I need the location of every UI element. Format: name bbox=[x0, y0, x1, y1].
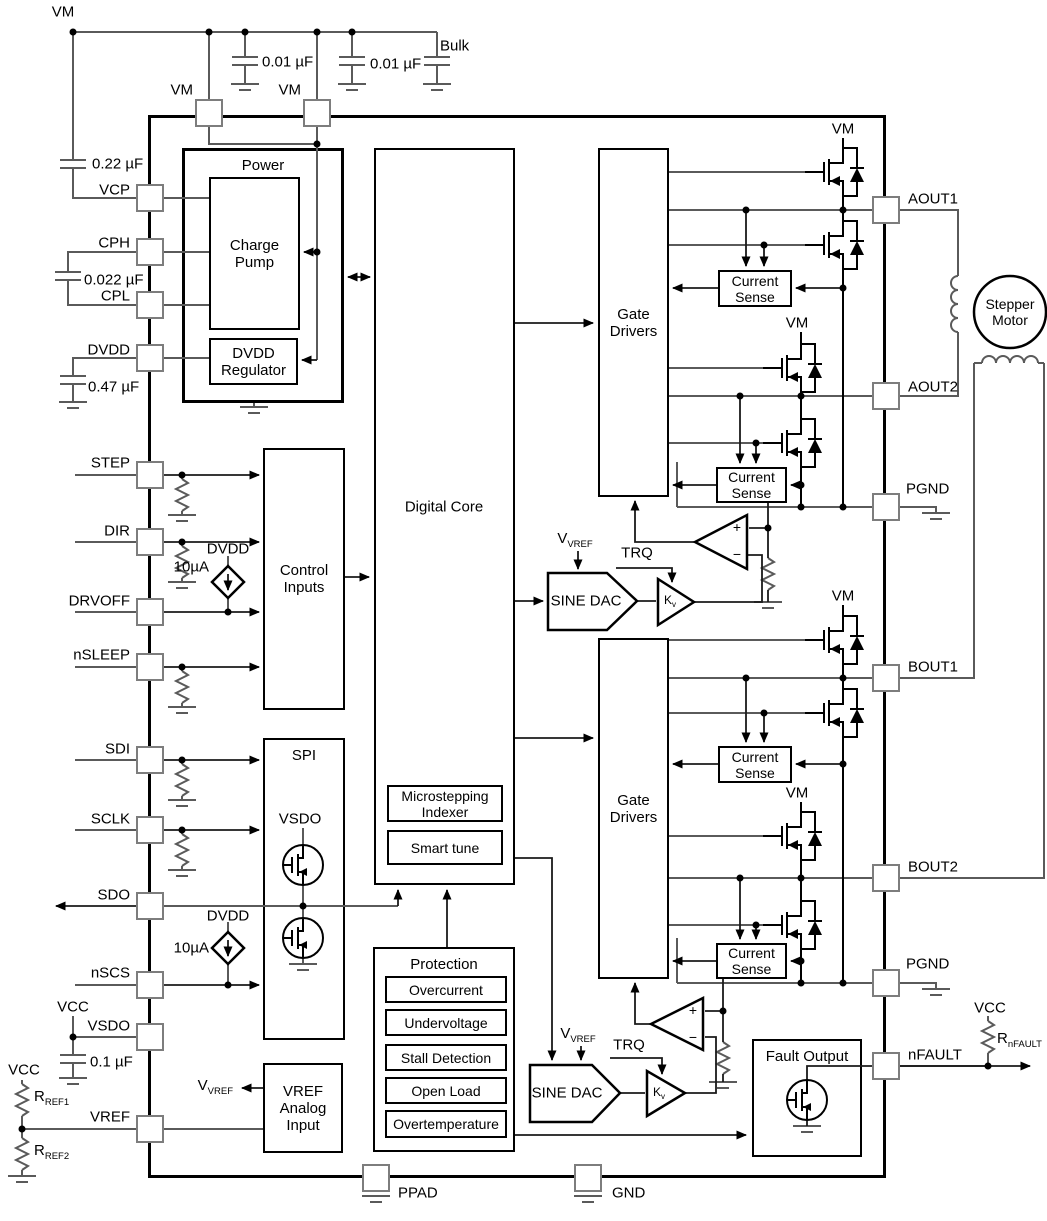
dvdd-source-b-label: DVDD bbox=[206, 907, 250, 925]
digital-core-label: Digital Core bbox=[404, 498, 484, 516]
pin-pgnd-b bbox=[872, 969, 900, 997]
pin-bout2-label: BOUT2 bbox=[908, 858, 959, 876]
pin-nscs bbox=[136, 971, 164, 999]
open-load-label: Open Load bbox=[411, 1082, 481, 1099]
vm-hs-b1-label: VM bbox=[831, 587, 855, 605]
vref-analog-input-label: VREF Analog Input bbox=[279, 1082, 327, 1134]
current-sense-b1-label: Current Sense bbox=[731, 748, 779, 781]
pin-vsdo bbox=[136, 1023, 164, 1051]
vm-hs-a1-label: VM bbox=[831, 120, 855, 138]
comparator-b-minus: − bbox=[688, 1029, 698, 1045]
pin-gnd bbox=[574, 1164, 602, 1192]
control-inputs-label: Control Inputs bbox=[279, 562, 329, 596]
pin-bout2 bbox=[872, 864, 900, 892]
sine-dac-b-label: SINE DAC bbox=[531, 1084, 603, 1102]
protection-label: Protection bbox=[410, 956, 478, 973]
cap-001-a-label: 0.01 µF bbox=[262, 53, 314, 71]
pin-dir-label: DIR bbox=[104, 522, 130, 540]
current-10ua-b-label: 10µA bbox=[173, 939, 209, 957]
pin-step bbox=[136, 461, 164, 489]
pin-vm2 bbox=[303, 99, 331, 127]
kv-a-label: $K_v$ bbox=[663, 592, 677, 610]
fault-output-label: Fault Output bbox=[765, 1048, 849, 1065]
pin-drvoff bbox=[136, 598, 164, 626]
pin-sclk-label: SCLK bbox=[90, 810, 130, 828]
current-sense-a2-label: Current Sense bbox=[728, 469, 775, 501]
trq-a-label: TRQ bbox=[621, 544, 653, 562]
pin-cph-label: CPH bbox=[98, 234, 130, 252]
vm-hs-b2-label: VM bbox=[785, 784, 809, 802]
comparator-a-plus: + bbox=[732, 519, 742, 535]
pin-aout1 bbox=[872, 196, 900, 224]
dvdd-source-a-label: DVDD bbox=[206, 540, 250, 558]
gate-drivers-a-label: Gate Drivers bbox=[609, 305, 658, 340]
current-sense-a1-label: Current Sense bbox=[731, 272, 779, 305]
charge-pump-label: Charge Pump bbox=[229, 236, 280, 271]
pin-sdo-label: SDO bbox=[97, 886, 130, 904]
pin-ppad-label: PPAD bbox=[398, 1184, 438, 1202]
vm-hs-a2-label: VM bbox=[785, 314, 809, 332]
spi-vsdo-label: VSDO bbox=[278, 810, 322, 828]
pin-vref-label: VREF bbox=[89, 1108, 130, 1126]
kv-b-label: $K_v$ bbox=[652, 1084, 666, 1102]
pin-dvdd-label: DVDD bbox=[87, 341, 130, 359]
gate-drivers-b-label: Gate Drivers bbox=[609, 791, 658, 826]
pin-vm1-label: VM bbox=[170, 81, 193, 99]
rref1-label: $R_{REF1}$ bbox=[34, 1088, 70, 1108]
cap-01-label: 0.1 µF bbox=[90, 1053, 133, 1071]
pin-cpl-label: CPL bbox=[100, 287, 130, 305]
cap-0022-label: 0.022 µF bbox=[84, 271, 144, 289]
current-10ua-a-label: 10µA bbox=[173, 558, 209, 576]
rnfault-label: $R_{nFAULT}$ bbox=[997, 1030, 1042, 1050]
cap-022-label: 0.22 µF bbox=[92, 155, 144, 173]
pin-nscs-label: nSCS bbox=[90, 964, 130, 982]
pin-cpl bbox=[136, 291, 164, 319]
vcc-ref-label: VCC bbox=[8, 1061, 40, 1079]
vcc-nfault-label: VCC bbox=[974, 999, 1006, 1017]
pin-pgnd-b-label: PGND bbox=[906, 955, 950, 973]
smart-tune-label: Smart tune bbox=[410, 839, 480, 856]
sine-dac-a-label: SINE DAC bbox=[550, 592, 622, 610]
microstepping-indexer-label: Microstepping Indexer bbox=[401, 787, 489, 820]
current-sense-b2-label: Current Sense bbox=[728, 945, 775, 977]
pin-vcp bbox=[136, 184, 164, 212]
pin-sclk bbox=[136, 816, 164, 844]
stall-detection-label: Stall Detection bbox=[400, 1049, 492, 1066]
cap-047-label: 0.47 µF bbox=[88, 378, 140, 396]
pin-vm1 bbox=[195, 99, 223, 127]
comparator-a-minus: − bbox=[732, 546, 742, 562]
pin-aout1-label: AOUT1 bbox=[908, 190, 959, 208]
pin-sdo bbox=[136, 892, 164, 920]
rref2-label: $R_{REF2}$ bbox=[34, 1142, 70, 1162]
bulk-label: Bulk bbox=[440, 37, 470, 55]
spi-label: SPI bbox=[291, 747, 317, 764]
pin-cph bbox=[136, 238, 164, 266]
pin-ppad bbox=[362, 1164, 390, 1192]
comparator-b-plus: + bbox=[688, 1002, 698, 1018]
power-label: Power bbox=[241, 157, 285, 174]
pin-nfault-label: nFAULT bbox=[908, 1046, 962, 1064]
pin-gnd-label: GND bbox=[612, 1184, 646, 1202]
vm-top-label: VM bbox=[51, 3, 75, 21]
pin-vref bbox=[136, 1115, 164, 1143]
pin-nfault bbox=[872, 1052, 900, 1080]
pin-dvdd bbox=[136, 344, 164, 372]
pin-aout2-label: AOUT2 bbox=[908, 378, 959, 396]
dvdd-regulator-label: DVDD Regulator bbox=[220, 344, 287, 379]
pin-bout1-label: BOUT1 bbox=[908, 658, 959, 676]
pin-nsleep bbox=[136, 653, 164, 681]
pin-nsleep-label: nSLEEP bbox=[73, 646, 130, 664]
vcc-vsdo-label: VCC bbox=[57, 998, 89, 1016]
current-source-icons bbox=[212, 566, 244, 964]
pin-sdi-label: SDI bbox=[104, 740, 130, 758]
analog-blocks bbox=[530, 276, 1046, 1122]
vvref-b-label: $V_{VREF}$ bbox=[560, 1025, 596, 1045]
pin-aout2 bbox=[872, 382, 900, 410]
pin-vm2-label: VM bbox=[278, 81, 301, 99]
vvref-a-label: $V_{VREF}$ bbox=[557, 530, 593, 550]
pin-pgnd-a-label: PGND bbox=[906, 480, 950, 498]
trq-b-label: TRQ bbox=[613, 1036, 645, 1054]
pin-vcp-label: VCP bbox=[99, 181, 130, 199]
pin-sdi bbox=[136, 746, 164, 774]
vvref-out-label: $V_{VREF}$ bbox=[197, 1077, 233, 1097]
pin-pgnd-a bbox=[872, 493, 900, 521]
undervoltage-label: Undervoltage bbox=[404, 1014, 488, 1031]
capacitor-icons bbox=[55, 57, 450, 1063]
power-fets bbox=[283, 148, 864, 1120]
cap-001-b-label: 0.01 µF bbox=[370, 55, 422, 73]
pin-vsdo-label: VSDO bbox=[87, 1017, 130, 1035]
pin-bout1 bbox=[872, 664, 900, 692]
pin-dir bbox=[136, 528, 164, 556]
pin-drvoff-label: DRVOFF bbox=[68, 592, 130, 610]
pin-step-label: STEP bbox=[90, 454, 130, 472]
stepper-motor-label: Stepper Motor bbox=[985, 296, 1035, 328]
overcurrent-label: Overcurrent bbox=[409, 981, 483, 998]
overtemperature-label: Overtemperature bbox=[393, 1116, 499, 1132]
